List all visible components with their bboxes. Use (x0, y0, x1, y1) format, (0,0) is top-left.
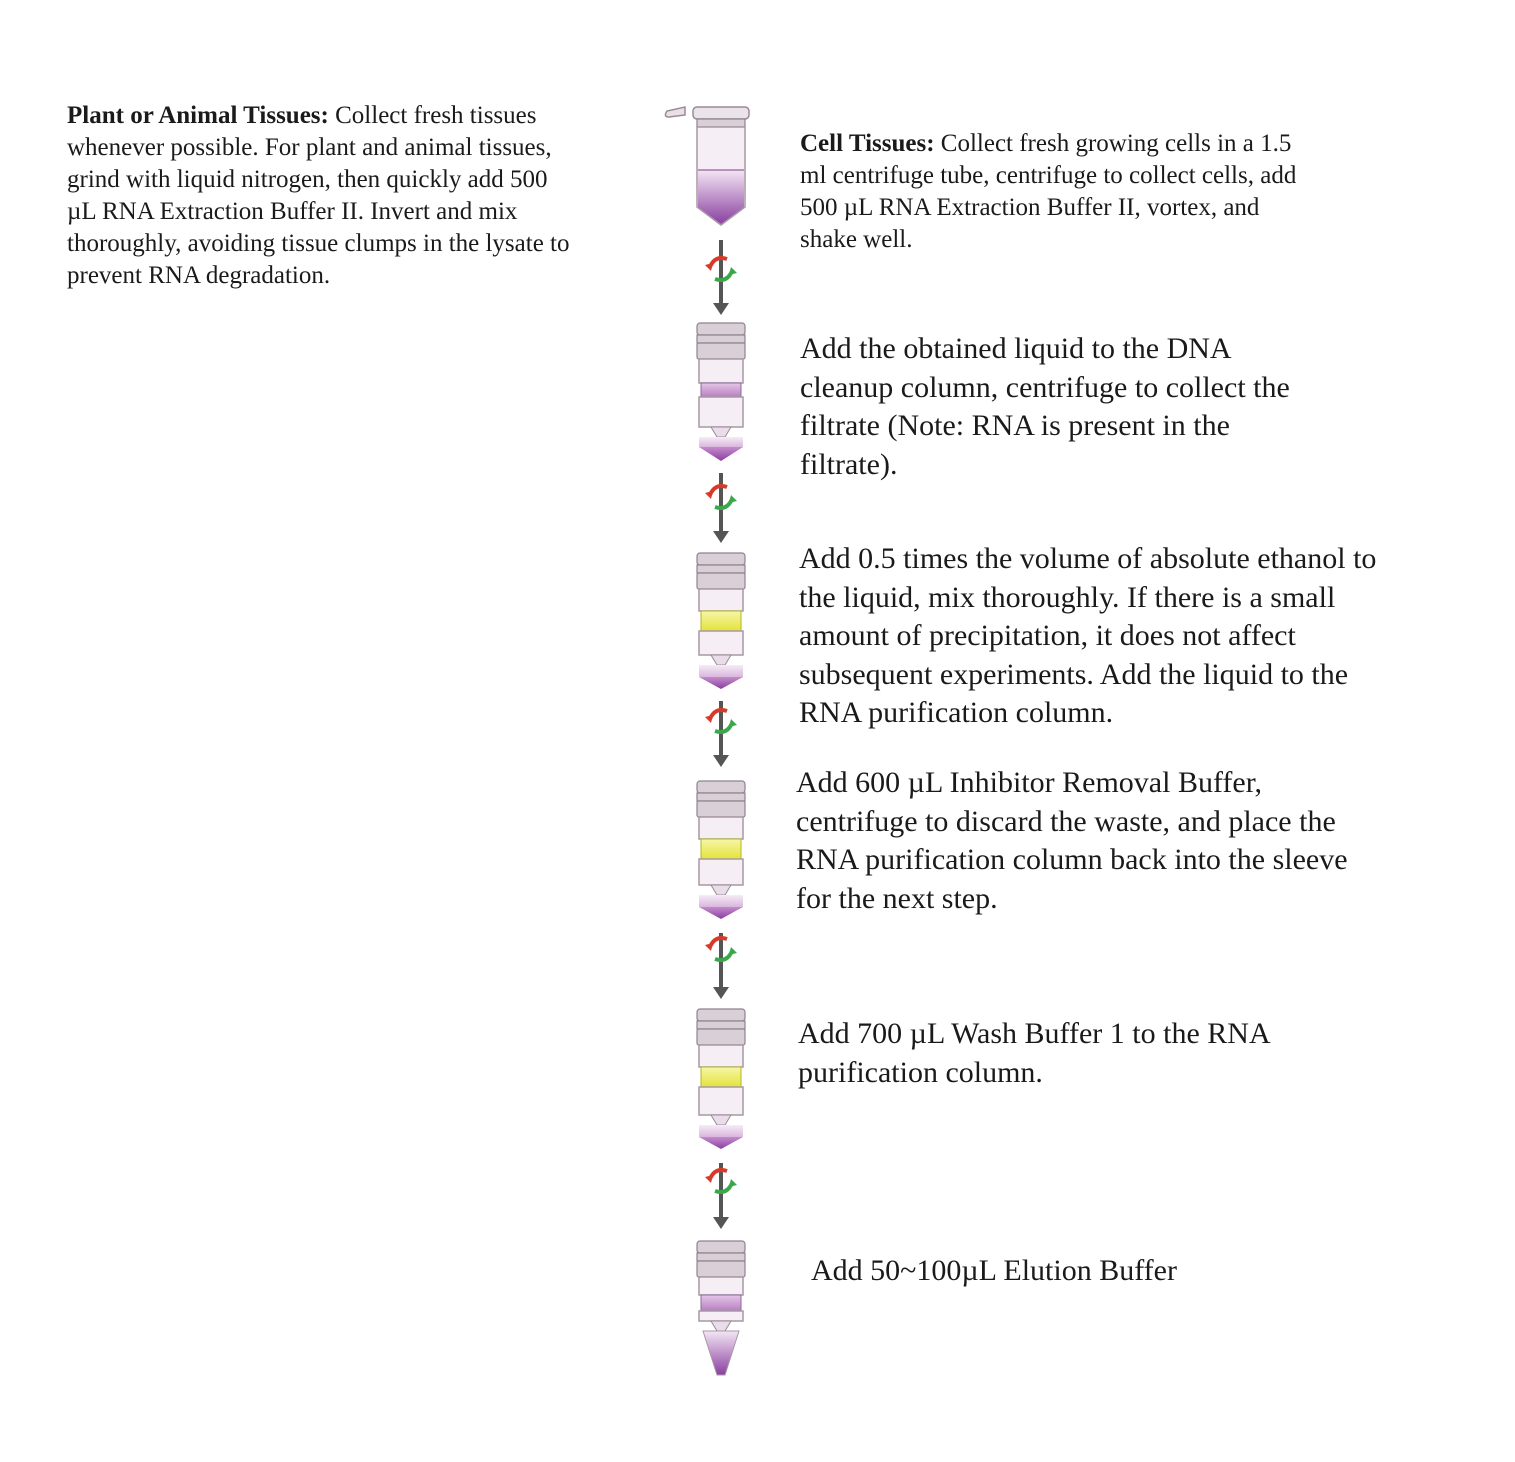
step-line: subsequent experiments. Add the liquid to the (799, 657, 1349, 691)
plant-line: whenever possible. For plant and animal tissues, (67, 134, 552, 161)
elution-tube-icon (697, 1241, 745, 1375)
step-inhibitor-removal-text (796, 764, 1416, 918)
plant-animal-tissues-label: Plant or Animal Tissues: (67, 102, 329, 129)
cell-tissues-text (800, 128, 1360, 256)
plant-line: Collect fresh tissues (328, 102, 537, 129)
dna-cleanup-column-icon (697, 323, 745, 461)
step-dna-cleanup-text (800, 330, 1360, 484)
step-elution-text (811, 1252, 1371, 1291)
rna-purification-column-icon (697, 1009, 745, 1149)
step-line: Add 50~100µL Elution Buffer (811, 1254, 1177, 1287)
step-line: filtrate (Note: RNA is present in the (800, 409, 1230, 442)
plant-line: grind with liquid nitrogen, then quickly add 500 (67, 166, 548, 193)
cell-tissues-label: Cell Tissues: (800, 130, 935, 157)
plant-line: prevent RNA degradation. (67, 262, 331, 289)
rna-purification-column-icon (697, 553, 745, 689)
step-line: centrifuge to discard the waste, and place the (796, 804, 1336, 838)
centrifuge-arrow-icon (705, 933, 737, 999)
step-line: RNA purification column. (799, 696, 1114, 729)
cell-line: 500 µL RNA Extraction Buffer II, vortex, and (800, 194, 1260, 221)
step-line: cleanup column, centrifuge to collect the (800, 370, 1290, 404)
workflow-illustration (655, 95, 785, 1390)
microcentrifuge-tube-icon (665, 107, 749, 225)
plant-animal-tissues-text (67, 100, 627, 292)
centrifuge-arrow-icon (705, 240, 737, 315)
step-wash-buffer-text (798, 1015, 1358, 1092)
cell-line: ml centrifuge tube, centrifuge to collect cells, add (800, 162, 1297, 189)
cell-line: shake well. (800, 226, 913, 253)
centrifuge-arrow-icon (705, 473, 737, 543)
step-ethanol-text (799, 540, 1439, 733)
step-line: Add 700 µL Wash Buffer 1 to the RNA (798, 1017, 1271, 1050)
step-line: for the next step. (796, 881, 998, 915)
plant-line: thoroughly, avoiding tissue clumps in the lysate to (67, 230, 570, 257)
cell-line: Collect fresh growing cells in a 1.5 (934, 130, 1292, 157)
step-line: filtrate). (800, 447, 898, 481)
step-line: amount of precipitation, it does not affect (799, 619, 1296, 652)
plant-line: µL RNA Extraction Buffer II. Invert and mix (67, 198, 518, 225)
centrifuge-arrow-icon (705, 701, 737, 767)
rna-purification-column-icon (697, 781, 745, 919)
step-line: Add 600 µL Inhibitor Removal Buffer, (796, 766, 1263, 799)
step-line: purification column. (798, 1055, 1043, 1089)
step-line: Add the obtained liquid to the DNA (800, 332, 1232, 365)
centrifuge-arrow-icon (705, 1163, 737, 1229)
step-line: RNA purification column back into the sleeve (796, 843, 1348, 876)
step-line: the liquid, mix thoroughly. If there is a small (799, 580, 1336, 614)
step-line: Add 0.5 times the volume of absolute ethanol to (799, 542, 1377, 575)
